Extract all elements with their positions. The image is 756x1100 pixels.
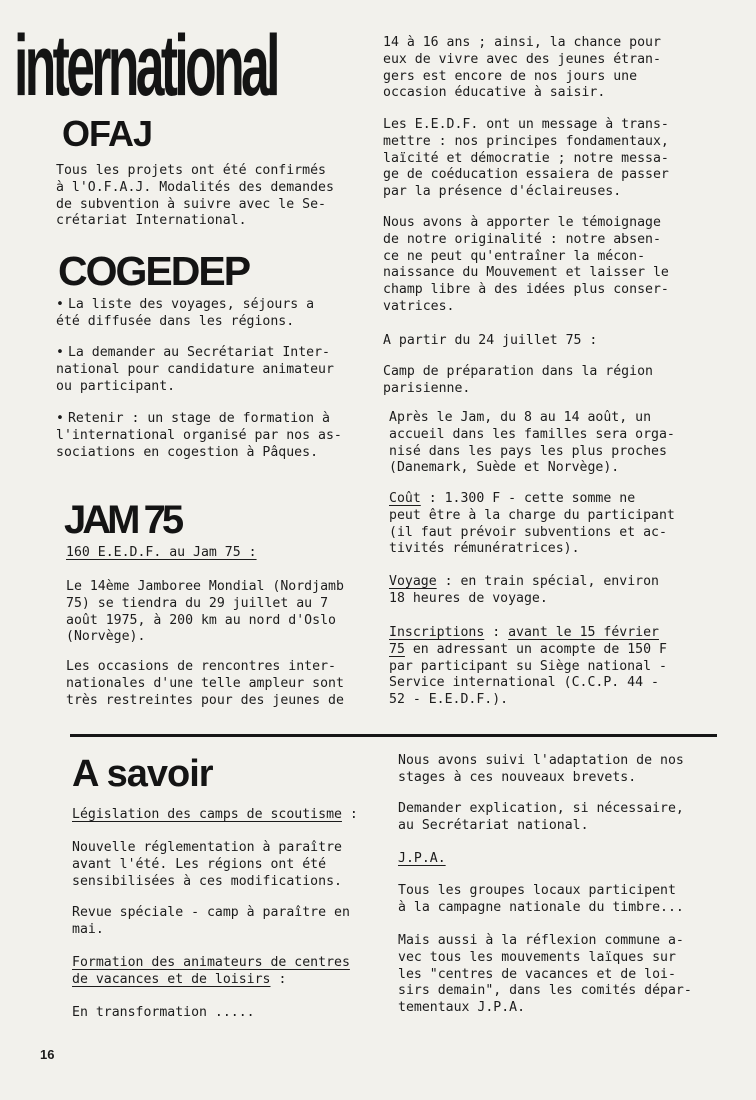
cout-paragraph (389, 491, 675, 558)
cogedep-item-1-text: La liste des voyages, séjours a été diffusée dans les régions. (56, 297, 315, 329)
legislation-paragraph: Nouvelle réglementation à paraître avant l'été. Les régions ont été sensibilisées à ces modifications. (72, 840, 342, 889)
section-title-jam75: JAM 75 (64, 498, 181, 542)
inscriptions-paragraph (389, 625, 667, 709)
cout-text: : 1.300 F - cette somme ne peut être à la charge du participant (il faut prévoir subventions et ac- tivités rémunératrices). (389, 491, 675, 557)
right-paragraph-3: Nous avons à apporter le témoignage de notre originalité : notre absen- ce ne peut qu'entraîner la mécon- naissance du Mouvement et laisser le champ libre à des idées plus conser- vatrices. (383, 215, 669, 314)
right-paragraph-5: Camp de préparation dans la région parisienne. (383, 364, 653, 396)
page-number: 16 (40, 1047, 55, 1062)
section-title-ofaj: OFAJ (62, 113, 153, 154)
right-paragraph-1: 14 à 16 ans ; ainsi, la chance pour eux de vivre avec des jeunes étran- gers est encore de nos jours une occasion éducative à saisir. (383, 35, 661, 101)
inscriptions-text: en adressant un acompte de 150 F par participant su Siège national - Service international (C.C.P. 44 - 52 - E.E.D.F.). (389, 641, 667, 708)
cogedep-item-2 (56, 345, 334, 395)
right-paragraph-2: Les E.E.D.F. ont un message à trans- mettre : nos principes fondamentaux, laïcité et démocratie ; notre messa- ge de coéducation essaiera de passer par la présence d'éclaireuses. (383, 117, 669, 200)
a-savoir-right-paragraph-1: Nous avons suivi l'adaptation de nos stages à ces nouveaux brevets. (398, 753, 684, 785)
a-savoir-right-paragraph-2: Demander explication, si nécessaire, au Secrétariat national. (398, 801, 684, 833)
cout-label: Coût (389, 491, 421, 506)
formation-paragraph: En transformation ..... (72, 1005, 255, 1020)
cogedep-item-3 (56, 411, 342, 461)
voyage-text: : en train spécial, environ 18 heures de voyage. (389, 574, 659, 606)
voyage-paragraph (389, 574, 659, 608)
right-paragraph-4: A partir du 24 juillet 75 : (383, 333, 598, 348)
voyage-label: Voyage (389, 574, 437, 589)
cogedep-item-2-text: La demander au Secrétariat Inter- national pour candidature animateur ou participant. (56, 345, 334, 394)
formation-heading (72, 955, 350, 989)
legislation-colon: : (341, 807, 358, 822)
jpa-paragraph-1: Tous les groupes locaux participent à la campagne nationale du timbre... (398, 883, 684, 915)
legislation-heading (72, 807, 358, 824)
section-title-a-savoir: A savoir (72, 753, 213, 795)
section-title-cogedep: COGEDEP (58, 248, 250, 294)
formation-colon: : (270, 971, 287, 987)
jam75-paragraph-1: Le 14ème Jamboree Mondial (Nordjamb 75) se tiendra du 29 juillet au 7 août 1975, à 200 km au nord d'Oslo (Norvège). (66, 579, 344, 645)
inscriptions-separator: : (484, 625, 509, 640)
revue-paragraph: Revue spéciale - camp à paraître en mai. (72, 905, 350, 937)
inscriptions-label: Inscriptions (389, 625, 485, 640)
cogedep-item-3-text: Retenir : un stage de formation à l'international organisé par nos as- sociations en cogestion à Pâques. (56, 411, 342, 460)
jam75-paragraph-2: Les occasions de rencontres inter- nationales d'une telle ampleur sont très restreintes pour des jeunes de (66, 659, 344, 708)
section-headline-international: international (14, 18, 277, 114)
jpa-heading: J.P.A. (398, 851, 446, 866)
inscriptions-deadline: avant le 15 février 75 (389, 625, 659, 657)
section-divider (70, 734, 717, 737)
legislation-label: Législation des camps de scoutisme (72, 807, 342, 822)
cogedep-item-1 (56, 297, 314, 331)
jpa-paragraph-2: Mais aussi à la réflexion commune a- vec tous les mouvements laïques sur les "centres de vacances et de loi- sirs demain", dans les comités dépar- tementaux J.P.A. (398, 933, 692, 1016)
ofaj-paragraph: Tous les projets ont été confirmés à l'O.F.A.J. Modalités des demandes de subvention à suivre avec le Se- crétariat International. (56, 163, 334, 229)
jam75-subtitle: 160 E.E.D.F. au Jam 75 : (66, 545, 257, 560)
formation-label: Formation des animateurs de centres de vacances et de loisirs (72, 955, 350, 987)
right-paragraph-6: Après le Jam, du 8 au 14 août, un accueil dans les familles sera orga- nisé dans les pays les plus proches (Danemark, Suède et Norvège). (389, 410, 675, 476)
